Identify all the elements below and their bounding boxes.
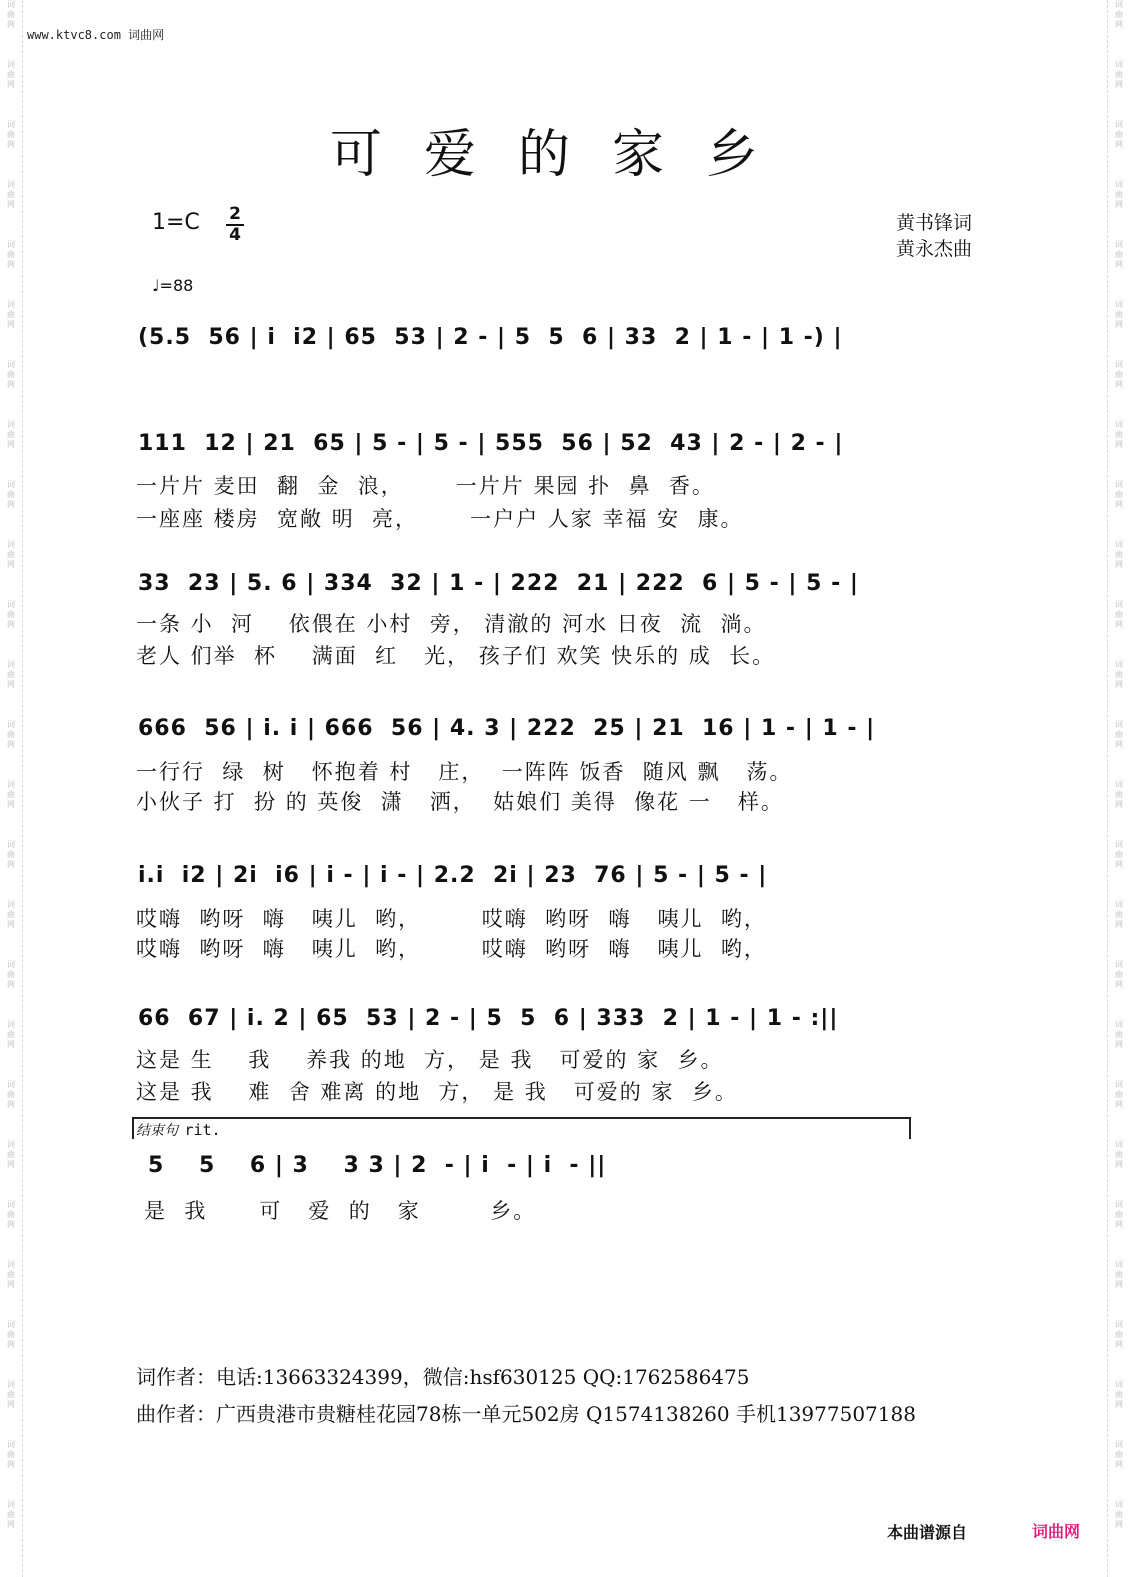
watermark-text: 词曲网 [1115, 960, 1123, 989]
meter-bottom: 4 [229, 225, 241, 245]
watermark-text: 词曲网 [7, 240, 15, 269]
lyric-line-4-verse-1: 哎嗨 哟呀 嗨 咦儿 哟， 哎嗨 哟呀 嗨 咦儿 哟， [136, 907, 767, 931]
watermark-text: 词曲网 [1115, 1440, 1123, 1469]
tempo-marking: ♩=88 [152, 276, 194, 295]
watermark-text: 词曲网 [1115, 1260, 1123, 1289]
watermark-text: 词曲网 [1115, 180, 1123, 209]
watermark-text: 词曲网 [7, 360, 15, 389]
watermark-text: 词曲网 [7, 660, 15, 689]
watermark-text: 词曲网 [7, 420, 15, 449]
watermark-text: 词曲网 [7, 60, 15, 89]
watermark-text: 词曲网 [1115, 720, 1123, 749]
time-signature [226, 205, 244, 245]
coda-bracket [132, 1117, 911, 1139]
watermark-text: 词曲网 [7, 960, 15, 989]
score-line-2: 33 23 | 5. 6 | 334 32 | 1 - | 222 21 | 222 6 | 5 - | 5 - | [138, 571, 859, 596]
watermark-text: 词曲网 [7, 540, 15, 569]
coda-name: 结束句 [136, 1123, 178, 1139]
watermark-text: 词曲网 [7, 1500, 15, 1529]
watermark-text: 词曲网 [7, 600, 15, 629]
song-title: 可爱的家乡 [329, 125, 800, 185]
watermark-text: 词曲网 [1115, 300, 1123, 329]
watermark-text: 词曲网 [1115, 660, 1123, 689]
watermark-text: 词曲网 [7, 900, 15, 929]
watermark-text: 词曲网 [1115, 360, 1123, 389]
watermark-text: 词曲网 [1115, 840, 1123, 869]
coda-label [136, 1120, 221, 1140]
lyric-line-1-verse-1: 一片片 麦田 翻 金 浪， 一片片 果园 扑 鼻 香。 [136, 474, 715, 498]
lyric-line-3-verse-2: 小伙子 打 扮 的 英俊 潇 洒， 姑娘们 美得 像花 一 样。 [136, 790, 784, 814]
composer-contact: 曲作者：广西贵港市贵糖桂花园78栋一单元502房 Q1574138260 手机13977507188 [136, 1402, 916, 1426]
meter-top: 2 [229, 204, 241, 224]
lyricist: 黄书锋词 [895, 212, 972, 234]
site-header[interactable]: www.ktvc8.com 词曲网 [27, 28, 165, 42]
watermark-text: 词曲网 [1115, 1320, 1123, 1349]
watermark-text: 词曲网 [1115, 480, 1123, 509]
left-watermark-strip [0, 0, 23, 1577]
footer-source-label: 本曲谱源自 [887, 1523, 968, 1542]
watermark-text: 词曲网 [1115, 600, 1123, 629]
watermark-text: 词曲网 [1115, 60, 1123, 89]
watermark-text: 词曲网 [1115, 900, 1123, 929]
lyricist-contact: 词作者：电话:13663324399，微信:hsf630125 QQ:1762586475 [136, 1365, 750, 1389]
watermark-text: 词曲网 [1115, 120, 1123, 149]
lyric-line-1-verse-2: 一座座 楼房 宽敞 明 亮， 一户户 人家 幸福 安 康。 [136, 507, 744, 531]
score-line-5: 66 67 | i. 2 | 65 53 | 2 - | 5 5 6 | 333 2 | 1 - | 1 - :|| [138, 1006, 839, 1031]
watermark-text: 词曲网 [1115, 420, 1123, 449]
watermark-text: 词曲网 [7, 1440, 15, 1469]
lyric-line-3-verse-1: 一行行 绿 树 怀抱着 村 庄， 一阵阵 饭香 随风 飘 荡。 [136, 760, 793, 784]
credits [896, 210, 972, 262]
composer: 黄永杰曲 [895, 238, 972, 260]
watermark-text: 词曲网 [7, 720, 15, 749]
score-line-4: i.i i2 | 2i i6 | i - | i - | 2.2 2i | 23 76 | 5 - | 5 - | [138, 863, 768, 888]
watermark-text: 词曲网 [7, 300, 15, 329]
right-watermark-strip [1107, 0, 1130, 1577]
lyric-line-5-verse-1: 这是 生 我 养我 的地 方， 是 我 可爱的 家 乡。 [136, 1048, 724, 1072]
watermark-text: 词曲网 [7, 0, 15, 29]
lyric-line-4-verse-2: 哎嗨 哟呀 嗨 咦儿 哟， 哎嗨 哟呀 嗨 咦儿 哟， [136, 937, 767, 961]
lyric-line-coda: 是 我 可 爱 的 家 乡。 [144, 1199, 537, 1223]
score-line-coda: 5 5 6 | 3 3 3 | 2 - | i - | i - || [148, 1153, 607, 1178]
watermark-text: 词曲网 [1115, 1500, 1123, 1529]
watermark-text: 词曲网 [1115, 240, 1123, 269]
lyric-line-2-verse-2: 老人 们举 杯 满面 红 光， 孩子们 欢笑 快乐的 成 长。 [136, 644, 776, 668]
ritardando-marking: rit. [184, 1121, 221, 1139]
watermark-text: 词曲网 [7, 1080, 15, 1109]
watermark-text: 词曲网 [1115, 0, 1123, 29]
watermark-text: 词曲网 [7, 480, 15, 509]
score-line-3: 666 56 | i. i | 666 56 | 4. 3 | 222 25 | 21 16 | 1 - | 1 - | [138, 716, 876, 741]
watermark-text: 词曲网 [1115, 1200, 1123, 1229]
watermark-text: 词曲网 [7, 120, 15, 149]
watermark-text: 词曲网 [7, 1200, 15, 1229]
watermark-text: 词曲网 [7, 840, 15, 869]
watermark-text: 词曲网 [1115, 1380, 1123, 1409]
watermark-text: 词曲网 [7, 1260, 15, 1289]
watermark-text: 词曲网 [1115, 540, 1123, 569]
watermark-text: 词曲网 [7, 1140, 15, 1169]
lyric-line-2-verse-1: 一条 小 河 依偎在 小村 旁， 清澈的 河水 日夜 流 淌。 [136, 612, 767, 636]
watermark-text: 词曲网 [7, 780, 15, 809]
watermark-text: 词曲网 [1115, 1080, 1123, 1109]
watermark-text: 词曲网 [7, 1320, 15, 1349]
footer-brand-link[interactable]: 词曲网 [1032, 1522, 1081, 1541]
watermark-text: 词曲网 [1115, 1140, 1123, 1169]
watermark-text: 词曲网 [1115, 780, 1123, 809]
watermark-text: 词曲网 [1115, 1020, 1123, 1049]
watermark-text: 词曲网 [7, 180, 15, 209]
watermark-text: 词曲网 [7, 1380, 15, 1409]
watermark-text: 词曲网 [7, 1020, 15, 1049]
score-line-1: 111 12 | 21 65 | 5 - | 5 - | 555 56 | 52 43 | 2 - | 2 - | [138, 431, 844, 456]
key-signature: 1=C [152, 210, 200, 235]
lyric-line-5-verse-2: 这是 我 难 舍 难离 的地 方， 是 我 可爱的 家 乡。 [136, 1080, 738, 1104]
score-line-intro: (5.5 56 | i i2 | 65 53 | 2 - | 5 5 6 | 33 2 | 1 - | 1 -) | [138, 325, 843, 350]
